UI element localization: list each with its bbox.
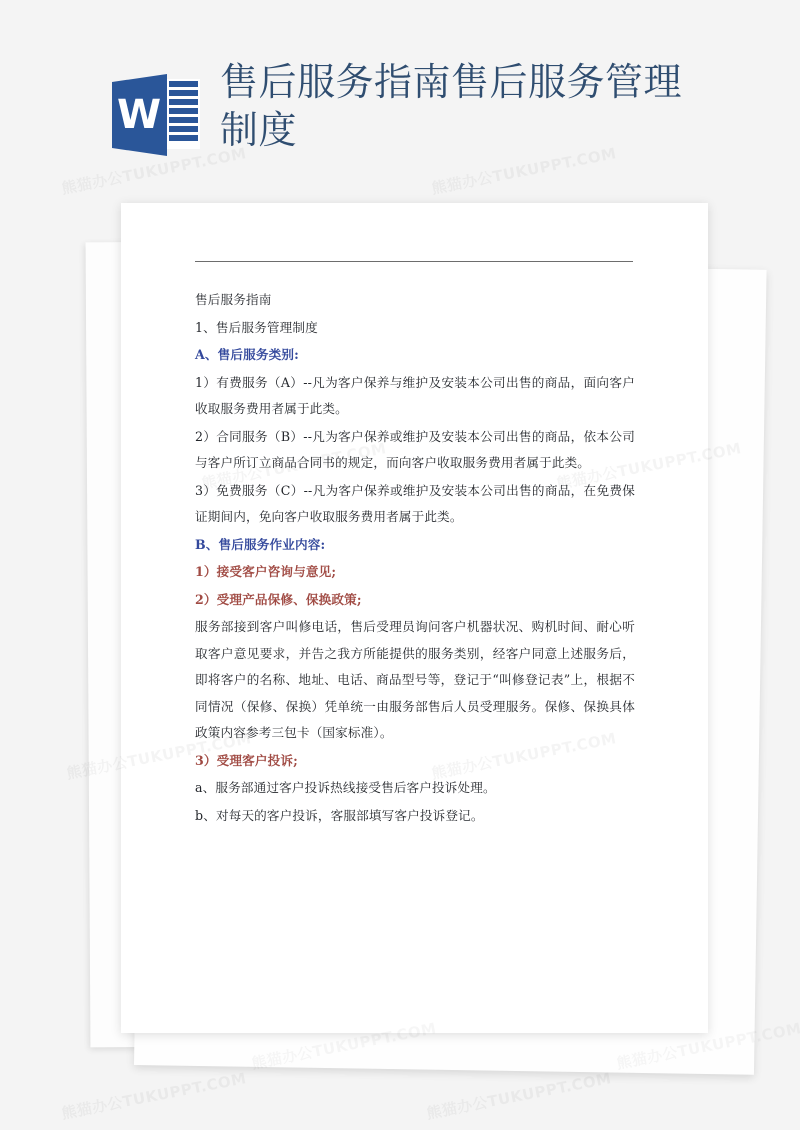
document-paragraph: 1）有费服务（A）--凡为客户保养与维护及安装本公司出售的商品，面向客户收取服务费用者属于此类。 [195,374,635,416]
document-paragraph: 1、售后服务管理制度 [195,319,318,335]
word-document-icon [112,74,200,156]
document-preview-stack [88,200,728,1060]
document-content [121,203,708,1033]
document-page[interactable] [121,203,708,1033]
document-paragraph: 2）受理产品保修、保换政策; [195,591,362,607]
document-paragraph: b、对每天的客户投诉，客服部填写客户投诉登记。 [195,807,484,823]
document-paragraph: 3）受理客户投诉; [195,752,298,768]
document-paragraph: A、售后服务类别: [195,347,299,362]
document-paragraph: 2）合同服务（B）--凡为客户保养或维护及安装本公司出售的商品，依本公司与客户所订立商品合同书的规定，而向客户收取服务费用者属于此类。 [195,428,635,470]
watermark [425,1067,613,1123]
document-paragraphs [195,287,635,830]
page-title: 售后服务指南售后服务管理制度 [220,60,683,152]
document-paragraph: 售后服务指南 [195,292,272,307]
document-paragraph: a、服务部通过客户投诉热线接受售后客户投诉处理。 [195,780,496,795]
document-paragraph: 服务部接到客户叫修电话，售后受理员询问客户机器状况、购机时间、耐心听取客户意见要求，并告之我方所能提供的服务类别，经客户同意上述服务后，即将客户的名称、地址、电话、商品型号等，登记于“叫修登记表”上，根据不同情况（保修、保换）凭单统一由服务部售后人员受理服务。保修、保换具体政策内容参考三包卡（国家标准）。 [195,619,635,740]
header-divider [195,261,633,262]
document-paragraph: 3）免费服务（C）--凡为客户保养或维护及安装本公司出售的商品，在免费保证期间内，免向客户收取服务费用者属于此类。 [195,482,635,524]
document-paragraph: 1）接受客户咨询与意见; [195,564,337,579]
watermark [60,1067,248,1123]
document-paragraph: B、售后服务作业内容: [195,536,326,552]
svg-text:W: W [116,92,162,138]
document-header [112,58,712,188]
